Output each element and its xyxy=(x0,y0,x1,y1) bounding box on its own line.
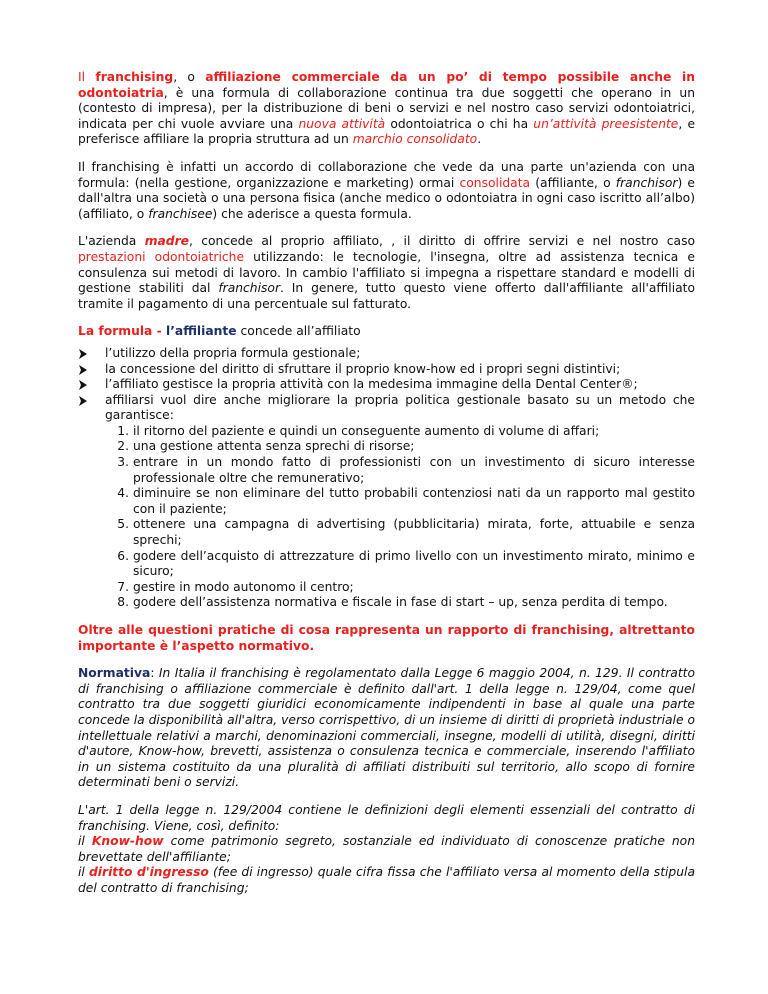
list-item: 2. una gestione attenta senza sprechi di risorse; xyxy=(117,439,415,454)
list-item: 4. diminuire se non eliminare del tutto probabili contenziosi nati da un rapporto mal gestito con il paziente; xyxy=(117,486,695,516)
bullet-list xyxy=(78,346,695,424)
paragraph-intro: Il franchising, o affiliazione commerciale da un po’ di tempo possibile anche in odontoiatria, è una formula di collaborazione continua tra due soggetti che operano in un (contesto di impresa), per la distribuzione di beni o servizi e nel nostro caso servizi odontoiatrici, indicata per chi vuole avviare una nuova attività odontoiatrica o chi ha un’attività preesistente, e preferisce affiliare la propria struttura ad un marchio consolidato. xyxy=(78,70,696,147)
list-item: 8. godere dell’assistenza normativa e fiscale in fase di start – up, senza perdita di tempo. xyxy=(117,595,668,610)
list-item: 3. entrare in un mondo fatto di professionisti con un investimento di sicuro interesse professionale oltre che remunerativo; xyxy=(117,455,695,485)
paragraph-azienda-madre: L'azienda madre, concede al proprio affiliato, , il diritto di offrire servizi e nel nostro caso prestazioni odontoiatriche utilizzando: le tecnologie, l'insegna, oltre ad assistenza tecnica e consulenza sui metodi di lavoro. In cambio l'affiliato si impegna a rispettare standard e modelli di gestione stabiliti dal franchisor. In genere, tutto questo viene offerto dall'affiliante all'affiliato tramite il pagamento di una percentuale sul fatturato. xyxy=(78,234,696,311)
numbered-list xyxy=(78,424,695,611)
paragraph-normativa: Normativa: In Italia il franchising è regolamentato dalla Legge 6 maggio 2004, n. 129. Il contratto di franchising o affiliazione commerciale è definito dall'art. 1 della legge n. 129/04, come quel contratto tra due soggetti giuridici economicamente indipendenti in base al quale una parte concede la disponibilità all'altra, verso corrispettivo, di un insieme di diritti di proprietà industriale o intellettuale relativi a marchi, denominazioni commerciali, insegne, modelli di utilità, disegni, diritti d'autore, Know-how, brevetti, assistenza o consulenza tecnica e commerciale, inserendo l'affiliato in un sistema costituito da una pluralità di affiliati distribuiti sul territorio, allo scopo di fornire determinati beni o servizi. xyxy=(78,666,695,790)
list-item: la concessione del diritto di sfruttare il proprio know-how ed i propri segni distintivi; xyxy=(78,362,695,378)
list-item: 5. ottenere una campagna di advertising (pubblicitaria) mirata, forte, attuabile e senza sprechi; xyxy=(117,517,695,548)
arrowhead-icon xyxy=(78,396,88,406)
arrowhead-icon xyxy=(78,380,88,390)
list-item: 1. il ritorno del paziente e quindi un conseguente aumento di volume di affari; xyxy=(117,423,600,438)
arrowhead-icon xyxy=(78,349,88,359)
list-item: 6. godere dell’acquisto di attrezzature di primo livello con un investimento mirato, minimo e sicuro; xyxy=(117,548,695,579)
list-item: 7. gestire in modo autonomo il centro; xyxy=(117,579,354,594)
paragraph-normativo-heading: Oltre alle questioni pratiche di cosa rappresenta un rapporto di franchising, altrettanto importante è l’aspetto normativo. xyxy=(78,623,695,653)
paragraph-art1: L'art. 1 della legge n. 129/2004 contiene le definizioni degli elementi essenziali del contratto di franchising. Viene, così, definito: il Know-how come patrimonio segreto, sostanziale ed individuato di conoscenze pratiche non brevettate dell'affiliante; il diritto d'ingresso (fee di ingresso) quale cifra fissa che l'affiliato versa al momento della stipula del contratto di franchising; xyxy=(78,802,696,895)
paragraph-definition: Il franchising è infatti un accordo di collaborazione che vede da una parte un'azienda con una formula: (nella gestione, organizzazione e marketing) ormai consolidata (affiliante, o franchisor) e dall'altra una società o una persona fisica (anche medico o odontoiatra in ogni caso iscritto all’albo) (affiliato, o franchisee) che aderisce a questa formula. xyxy=(78,159,695,221)
document-page xyxy=(78,70,695,897)
list-item: l’affiliato gestisce la propria attività con la medesima immagine della Dental Center®; xyxy=(78,377,695,393)
term-franchising: franchising xyxy=(95,70,174,84)
list-item: l’utilizzo della propria formula gestionale; xyxy=(78,346,695,362)
formula-heading: La formula - l’affiliante concede all’affiliato xyxy=(78,324,361,339)
term-affiliazione: affiliazione commerciale da un po’ di tempo possibile anche in odontoiatria xyxy=(78,70,696,100)
list-item: affiliarsi vuol dire anche migliorare la propria politica gestionale basato su un metodo che garantisce: xyxy=(78,393,695,424)
arrowhead-icon xyxy=(78,365,88,375)
